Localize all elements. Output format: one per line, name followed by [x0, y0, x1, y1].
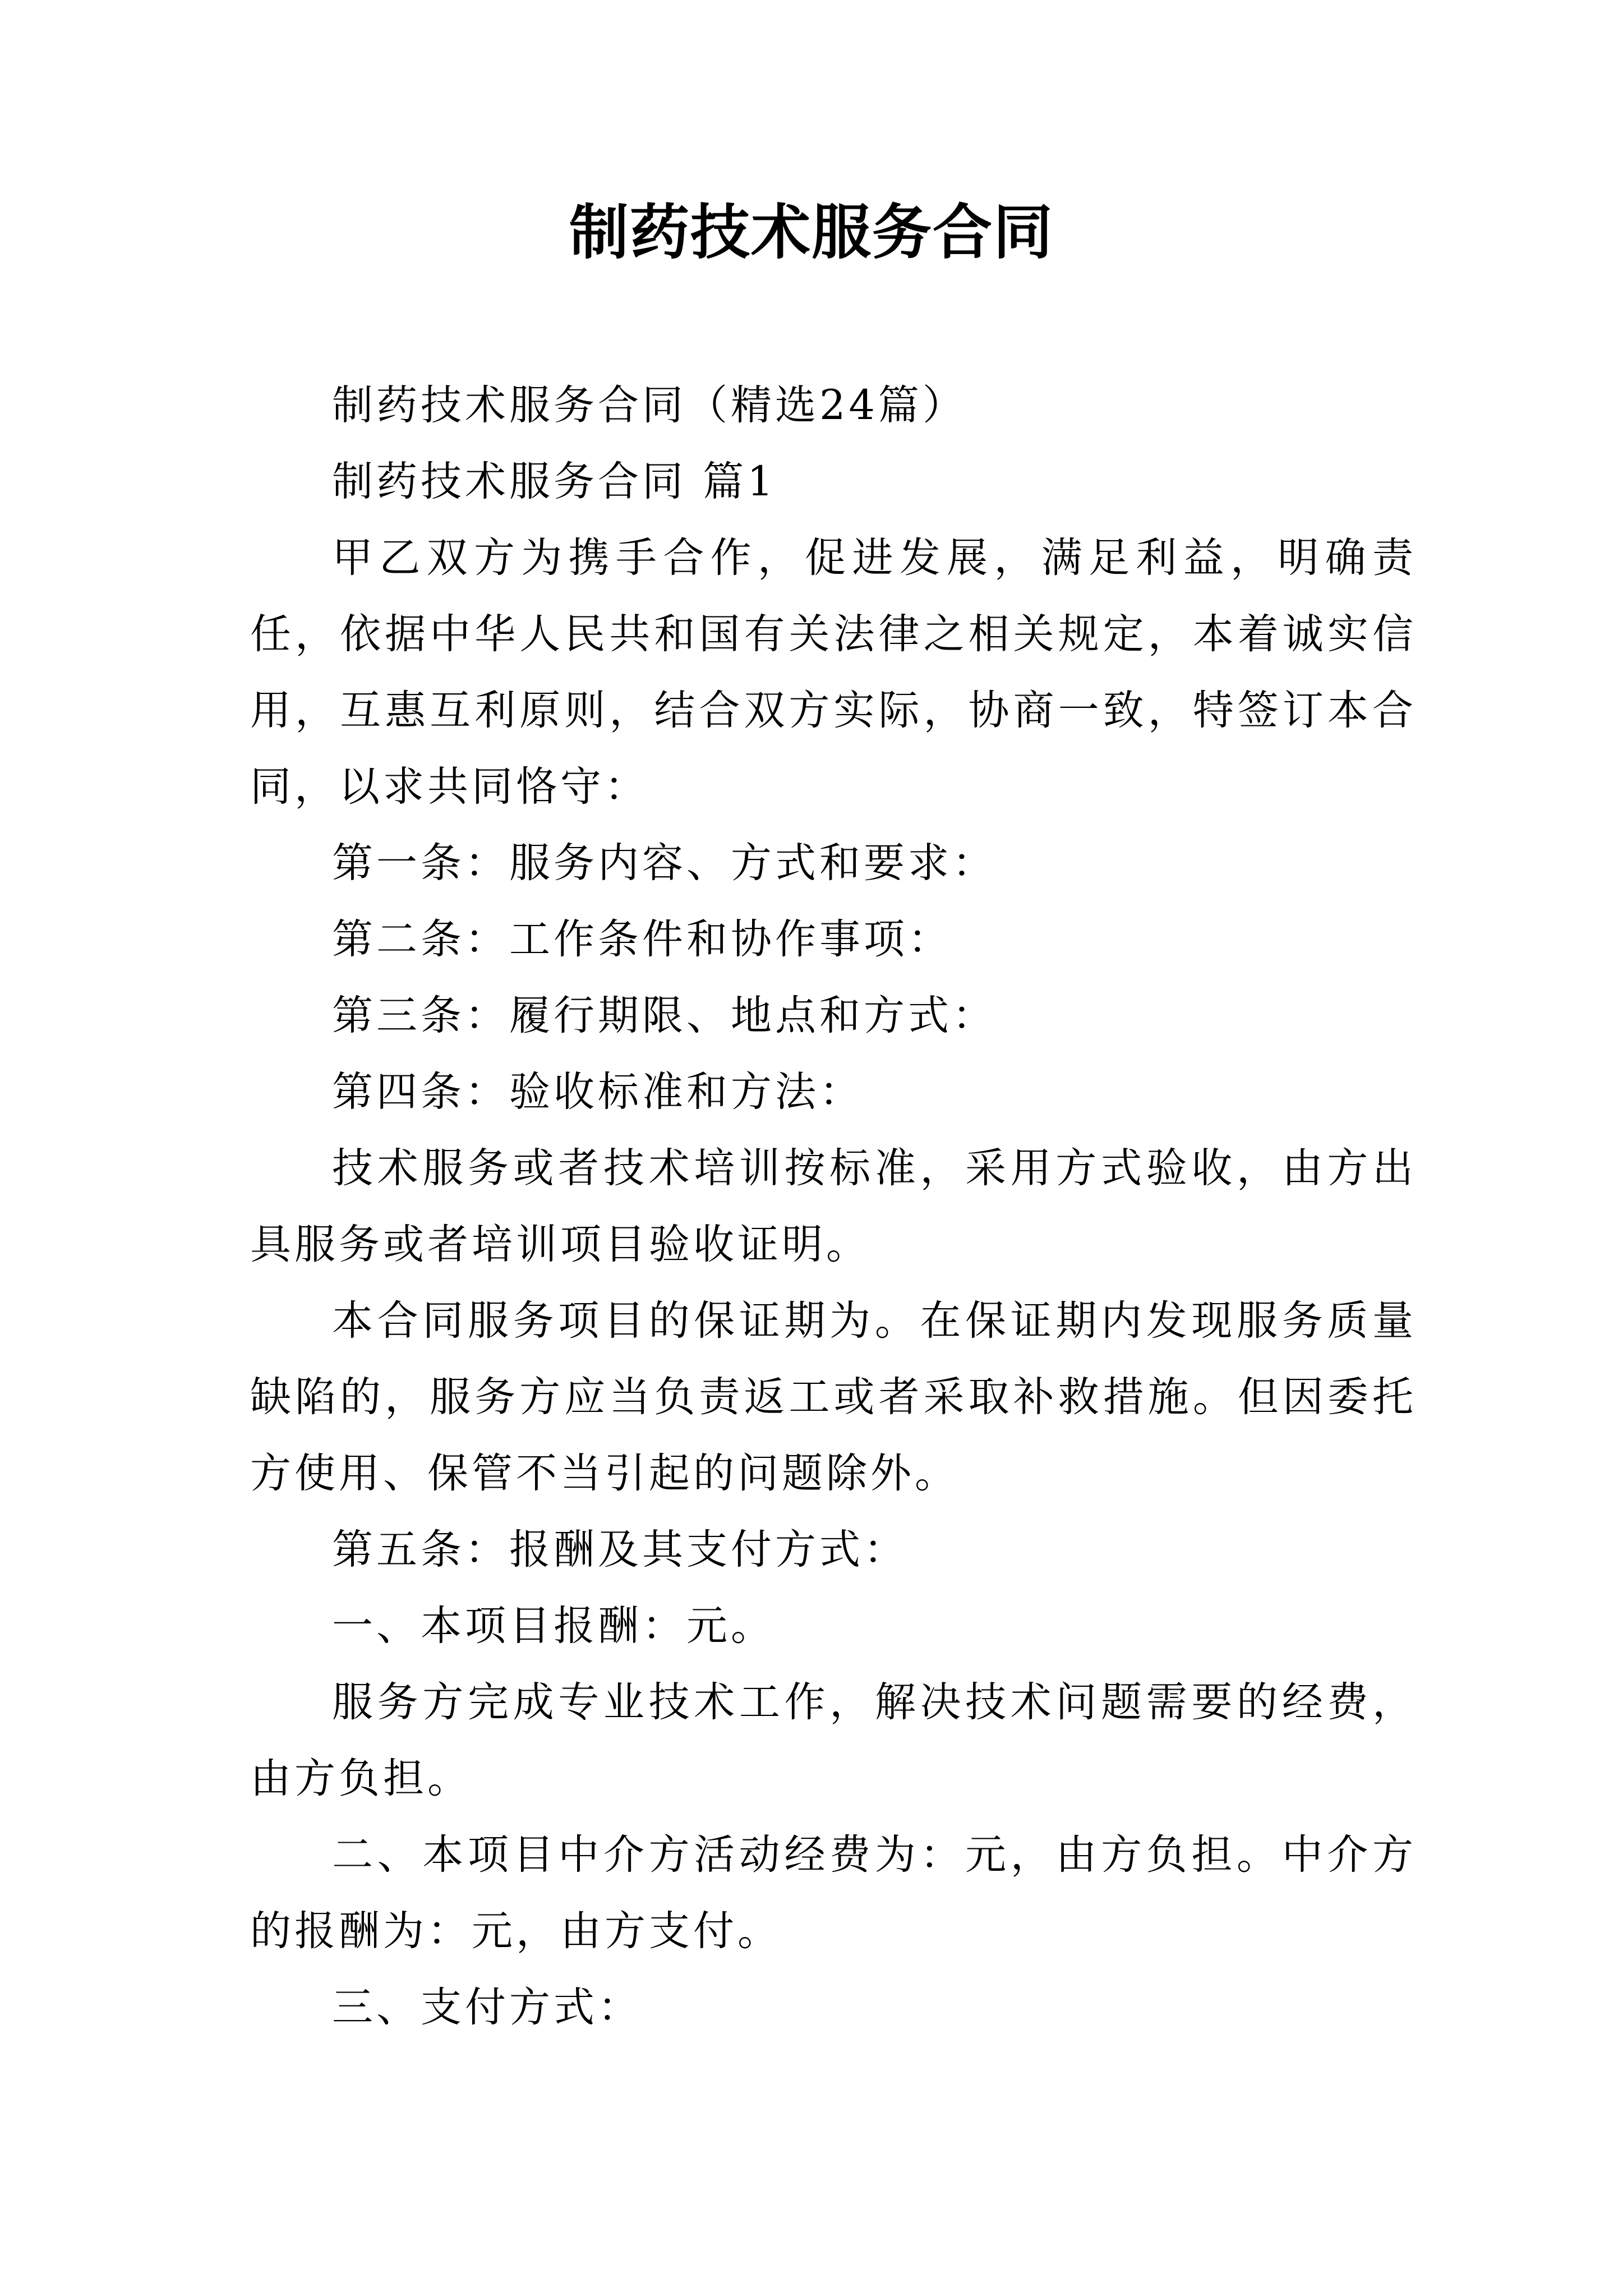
paragraph-subtitle: 制药技术服务合同（精选24篇） — [332, 381, 967, 429]
paragraph-expenses: 服务方完成专业技术工作，解决技术问题需要的经费，由方负担。 — [250, 1678, 1417, 1802]
paragraph-acceptance: 技术服务或者技术培训按标准，采用方式验收，由方出具服务或者培训项目验收证明。 — [250, 1144, 1417, 1268]
page-title: 制药技术服务合同 — [569, 198, 1054, 267]
paragraph-intermediary: 二、本项目中介方活动经费为：元，由方负担。中介方的报酬为：元，由方支付。 — [250, 1831, 1417, 1955]
paragraph-article-3: 第三条：履行期限、地点和方式： — [332, 992, 997, 1039]
paragraph-article-1: 第一条：服务内容、方式和要求： — [332, 839, 997, 887]
paragraph-article-5: 第五条：报酬及其支付方式： — [332, 1526, 908, 1573]
paragraph-payment-method: 三、支付方式： — [332, 1984, 642, 2031]
paragraph-remuneration: 一、本项目报酬：元。 — [332, 1602, 775, 1650]
paragraph-warranty: 本合同服务项目的保证期为。在保证期内发现服务质量缺陷的，服务方应当负责返工或者采取补救措施。但因委托方使用、保管不当引起的问题除外。 — [250, 1297, 1417, 1497]
paragraph-article-4: 第四条：验收标准和方法： — [332, 1068, 864, 1116]
document-body — [250, 367, 1417, 2046]
paragraph-article-2: 第二条：工作条件和协作事项： — [332, 915, 952, 963]
paragraph-section-heading: 制药技术服务合同 篇1 — [332, 458, 777, 505]
paragraph-preamble: 甲乙双方为携手合作，促进发展，满足利益，明确责任，依据中华人民共和国有关法律之相关规定，本着诚实信用，互惠互利原则，结合双方实际，协商一致，特签订本合同，以求共同恪守： — [250, 534, 1417, 811]
